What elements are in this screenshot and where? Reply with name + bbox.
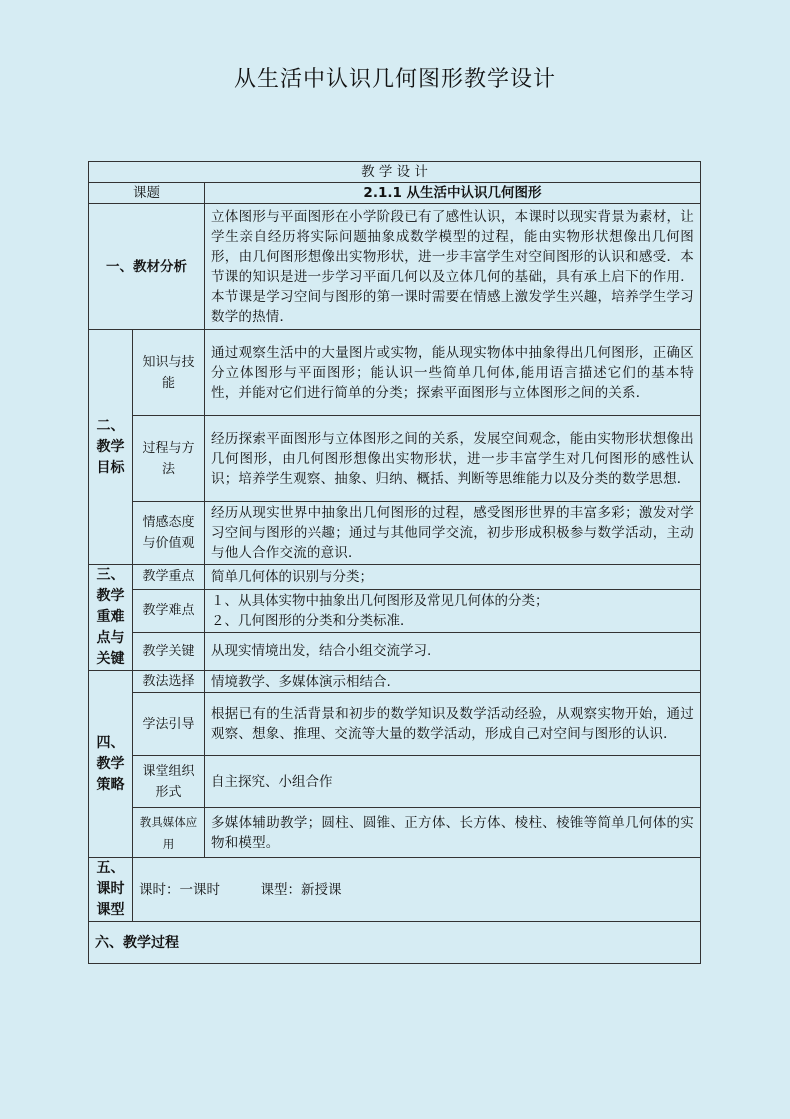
section-3-row-3 — [89, 632, 701, 670]
topic-row — [89, 183, 701, 204]
key-link-content: 从现实情境出发，结合小组交流学习. — [205, 632, 701, 670]
section-5-content: 课时：一课时 课型：新授课 — [133, 858, 701, 922]
teaching-method-content: 情境教学、多媒体演示相结合. — [205, 671, 701, 693]
key-point-label: 教学重点 — [133, 565, 205, 590]
table-header-row — [89, 162, 701, 183]
goal-content-knowledge: 通过观察生活中的大量图片或实物，能从现实物体中抽象得出几何图形，正确区分立体图形与平面图形；能认识一些简单几何体,能用语言描述它们的基本特性，并能对它们进行简单的分类；探索平面图形与立体图形之间的关系． — [205, 330, 701, 416]
organization-content: 自主探究、小组合作 — [205, 756, 701, 808]
teaching-method-label: 教法选择 — [133, 671, 205, 693]
section-4-row-1 — [89, 671, 701, 693]
section-4-row-4 — [89, 808, 701, 858]
section-3-row-2 — [89, 589, 701, 632]
goal-label-emotion: 情感态度与价值观 — [133, 502, 205, 565]
key-point-content: 简单几何体的识别与分类； — [205, 565, 701, 590]
section-4-label: 四、教学策略 — [89, 671, 133, 858]
goal-content-emotion: 经历从现实世界中抽象出几何图形的过程，感受图形世界的丰富多彩；激发对学习空间与图形的兴趣；通过与其他同学交流，初步形成积极参与数学活动，主动与他人合作交流的意识． — [205, 502, 701, 565]
media-label: 教具媒体应用 — [133, 808, 205, 858]
section-2-row-2 — [89, 416, 701, 502]
section-4-row-2 — [89, 693, 701, 756]
goal-label-knowledge: 知识与技能 — [133, 330, 205, 416]
section-3-label: 三、教学重难点与关键 — [89, 565, 133, 671]
goal-content-process: 经历探索平面图形与立体图形之间的关系，发展空间观念，能由实物形状想像出几何图形，由几何图形想像出实物形状，进一步丰富学生对几何图形的感性认识；培养学生观察、抽象、归纳、概括、判断等思维能力以及分类的数学思想． — [205, 416, 701, 502]
lesson-plan-table — [88, 161, 701, 964]
media-content: 多媒体辅助教学；圆柱、圆锥、正方体、长方体、棱柱、棱锥等简单几何体的实物和模型。 — [205, 808, 701, 858]
learning-guide-label: 学法引导 — [133, 693, 205, 756]
section-6-row — [89, 922, 701, 964]
section-2-label: 二、教学目标 — [89, 330, 133, 565]
section-6-label: 六、教学过程 — [89, 922, 701, 964]
section-1-label: 一、教材分析 — [89, 204, 205, 330]
difficulty-content — [205, 589, 701, 632]
section-1-row — [89, 204, 701, 330]
section-4-row-3 — [89, 756, 701, 808]
difficulty-item-1: １、从具体实物中抽象出几何图形及常见几何体的分类； — [211, 592, 549, 609]
organization-label: 课堂组织形式 — [133, 756, 205, 808]
key-link-label: 教学关键 — [133, 632, 205, 670]
section-2-row-3 — [89, 502, 701, 565]
document-title: 从生活中认识几何图形教学设计 — [233, 67, 556, 92]
section-5-label: 五、课时课型 — [89, 858, 133, 922]
table-header: 教 学 设 计 — [89, 162, 701, 183]
difficulty-label: 教学难点 — [133, 589, 205, 632]
difficulty-item-2: ２、几何图形的分类和分类标准． — [211, 612, 414, 629]
topic-value: 2.1.1 从生活中认识几何图形 — [205, 183, 701, 204]
topic-label: 课题 — [89, 183, 205, 204]
section-1-content: 立体图形与平面图形在小学阶段已有了感性认识，本课时以现实背景为素材，让学生亲自经历将实际问题抽象成数学模型的过程，能由实物形状想像出几何图形，由几何图形想像出实物形状，进一步丰富学生对空间图形的认识和感受．本节课的知识是进一步学习平面几何以及立体几何的基础，具有承上启下的作用．本节课是学习空间与图形的第一课时需要在情感上激发学生兴趣，培养学生学习数学的热情． — [205, 204, 701, 330]
section-2-row-1 — [89, 330, 701, 416]
section-3-row-1 — [89, 565, 701, 590]
goal-label-process: 过程与方法 — [133, 416, 205, 502]
section-5-row — [89, 858, 701, 922]
learning-guide-content: 根据已有的生活背景和初步的数学知识及数学活动经验，从观察实物开始，通过观察、想象、推理、交流等大量的数学活动，形成自己对空间与图形的认识． — [205, 693, 701, 756]
